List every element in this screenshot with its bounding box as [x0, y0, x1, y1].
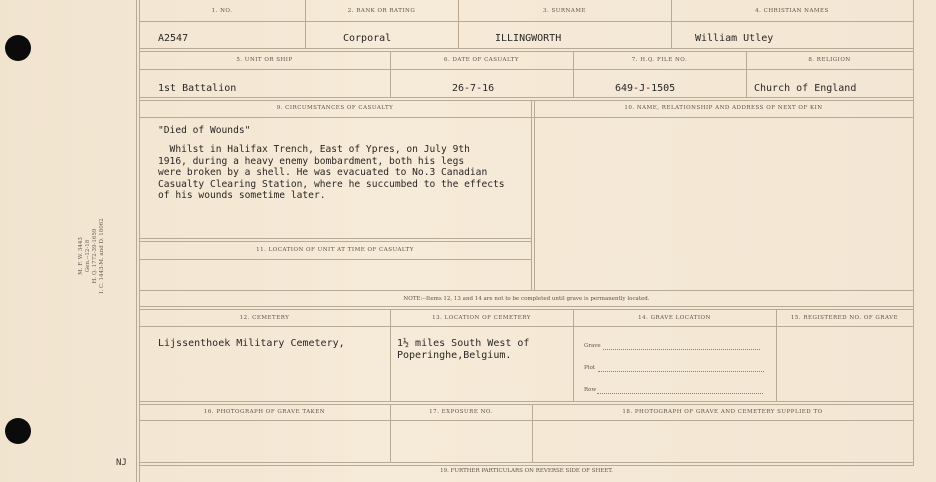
unit-header: 5. UNIT OR SHIP: [236, 57, 293, 63]
plot-label: Plot: [584, 365, 595, 371]
punch-hole: [5, 35, 31, 61]
surname-value: ILLINGWORTH: [495, 33, 562, 44]
service-number: A2547: [158, 33, 189, 44]
date-of-casualty-value: 26-7-16: [452, 83, 495, 94]
grave-label: Grave: [584, 343, 601, 349]
religion-value: Church of England: [754, 83, 857, 94]
nj-mark: NJ: [116, 458, 127, 468]
surname-header: 3. SURNAME: [543, 8, 586, 14]
exposure-number-header: 17. EXPOSURE NO.: [429, 409, 493, 415]
left-margin-rule: [136, 0, 137, 482]
grave-location-header: 14. GRAVE LOCATION: [638, 315, 711, 321]
circumstances-header: 9. CIRCUMSTANCES OF CASUALTY: [276, 105, 394, 111]
cemetery-value: Lijssenthoek Military Cemetery,: [158, 338, 345, 349]
row-label: Row: [584, 387, 597, 393]
photograph-supplied-header: 18. PHOTOGRAPH OF GRAVE AND CEMETERY SUPPLIED TO: [622, 409, 823, 415]
form-reference-note: M. F. W. 3443 Gen.--12-18 H. Q. 1772-39-1659 I. C. 1443-M. and D. 18062: [78, 218, 105, 294]
christian-names-value: William Utley: [695, 33, 774, 44]
circumstances-text: Whilst in Halifax Trench, East of Ypres, on July 9th 1916, during a heavy enemy bombardment, both his legs were broken by a shell. He was evacuated to No.3 Canadian Casualty Clearing Station, where he succumbed to the effects of his wounds sometime later.: [158, 144, 505, 201]
file-number-value: 649-J-1505: [615, 83, 676, 94]
cemetery-header: 12. CEMETERY: [239, 315, 290, 321]
christian-names-header: 4. CHRISTIAN NAMES: [755, 8, 829, 14]
circumstances-title: "Died of Wounds": [158, 125, 251, 136]
cemetery-location-value: 1½ miles South West of Poperinghe,Belgium.: [397, 338, 530, 361]
reverse-side-note: 19. FURTHER PARTICULARS ON REVERSE SIDE OF SHEET.: [440, 468, 613, 474]
rank-value: Corporal: [343, 33, 392, 44]
unit-value: 1st Battalion: [158, 83, 237, 94]
religion-header: 8. RELIGION: [808, 57, 851, 63]
date-of-casualty-header: 6. DATE OF CASUALTY: [444, 57, 519, 63]
photograph-taken-header: 16. PHOTOGRAPH OF GRAVE TAKEN: [203, 409, 326, 415]
grave-note: NOTE:--Items 12, 13 and 14 are not to be completed until grave is permanently located.: [403, 296, 650, 302]
file-number-header: 7. H.Q. FILE NO.: [631, 57, 688, 63]
cemetery-location-header: 13. LOCATION OF CEMETERY: [432, 315, 531, 321]
location-of-unit-header: 11. LOCATION OF UNIT AT TIME OF CASUALTY: [256, 247, 414, 253]
registered-grave-number-header: 15. REGISTERED NO. OF GRAVE: [790, 315, 899, 321]
number-header: 1. NO.: [211, 8, 233, 14]
punch-hole: [5, 418, 31, 444]
next-of-kin-header: 10. NAME, RELATIONSHIP AND ADDRESS OF NEXT OF KIN: [624, 105, 823, 111]
rank-header: 2. RANK OR RATING: [347, 8, 416, 14]
